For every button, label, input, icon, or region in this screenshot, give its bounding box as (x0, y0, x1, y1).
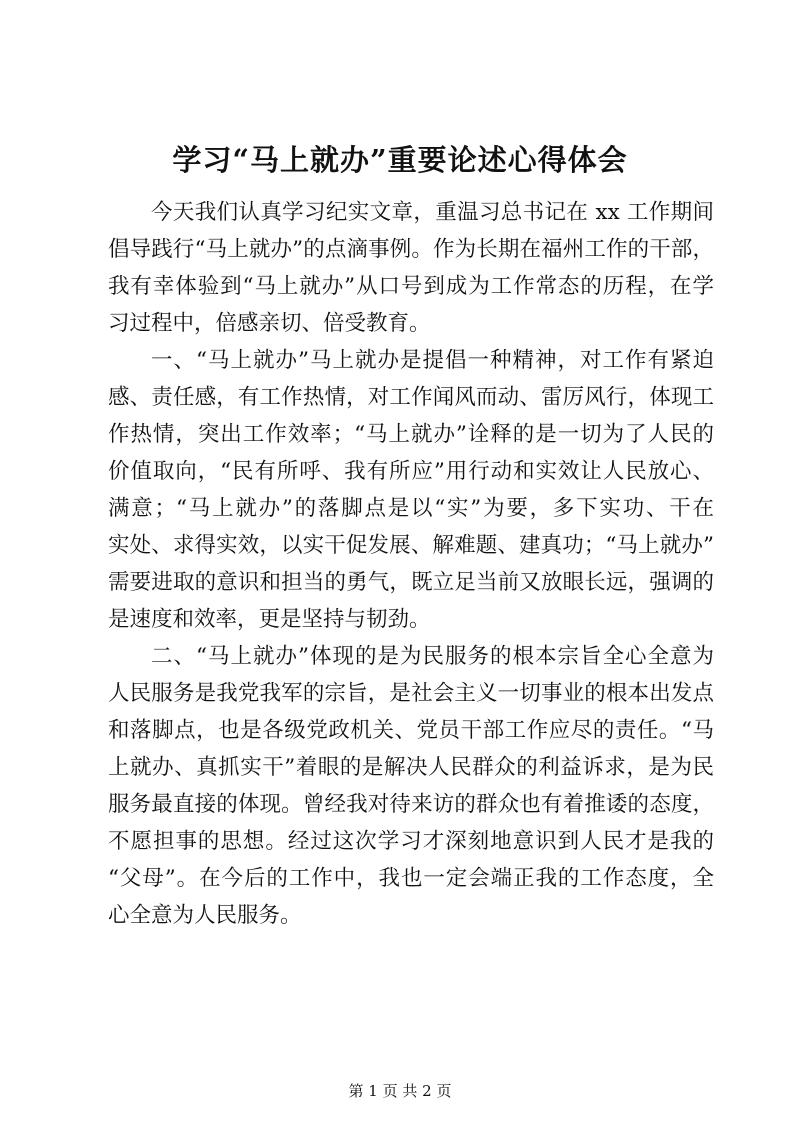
paragraph-line: 倡导践行“马上就办”的点滴事例。作为长期在福州工作的干部， (108, 237, 714, 262)
paragraph-line: 和落脚点，也是各级党政机关、党员干部工作应尽的责任。“马 (108, 718, 714, 743)
paragraph-line: 服务最直接的体现。曾经我对待来访的群众也有着推诿的态度， (108, 792, 714, 817)
page-number-footer: 第 1 页 共 2 页 (348, 1082, 452, 1100)
paragraph-line: 二、“马上就办”体现的是为民服务的根本宗旨全心全意为 (151, 644, 714, 669)
paragraph-3 (108, 638, 714, 934)
paragraph-line: 是速度和效率，更是坚持与韧劲。 (108, 607, 431, 632)
paragraph-line: 需要进取的意识和担当的勇气，既立足当前又放眼长远，强调的 (108, 570, 714, 595)
paragraph-line: 不愿担事的思想。经过这次学习才深刻地意识到人民才是我的 (108, 829, 714, 854)
document-body (108, 194, 714, 934)
paragraph-2 (108, 342, 714, 638)
paragraph-line: 满意；“马上就办”的落脚点是以“实”为要，多下实功、干在 (108, 496, 714, 521)
document-title: 学习“马上就办”重要论述心得体会 (172, 143, 628, 177)
paragraph-line: 人民服务是我党我军的宗旨，是社会主义一切事业的根本出发点 (108, 681, 714, 706)
paragraph-line: 实处、求得实效，以实干促发展、解难题、建真功；“马上就办” (108, 533, 714, 558)
paragraph-line: 价值取向，“民有所呼、我有所应”用行动和实效让人民放心、 (108, 459, 714, 484)
paragraph-line: “父母”。在今后的工作中，我也一定会端正我的工作态度，全 (108, 866, 714, 891)
paragraph-1 (108, 194, 714, 342)
paragraph-line: 上就办、真抓实干”着眼的是解决人民群众的利益诉求，是为民 (108, 755, 714, 780)
paragraph-line: 今天我们认真学习纪实文章，重温习总书记在 xx 工作期间 (151, 200, 714, 225)
paragraph-line: 习过程中，倍感亲切、倍受教育。 (108, 311, 431, 336)
paragraph-line: 心全意为人民服务。 (108, 903, 302, 928)
paragraph-line: 感、责任感，有工作热情，对工作闻风而动、雷厉风行，体现工 (108, 385, 714, 410)
paragraph-line: 我有幸体验到“马上就办”从口号到成为工作常态的历程，在学 (108, 274, 714, 299)
paragraph-line: 作热情，突出工作效率；“马上就办”诠释的是一切为了人民的 (108, 422, 714, 447)
paragraph-line: 一、“马上就办”马上就办是提倡一种精神，对工作有紧迫 (151, 348, 714, 373)
